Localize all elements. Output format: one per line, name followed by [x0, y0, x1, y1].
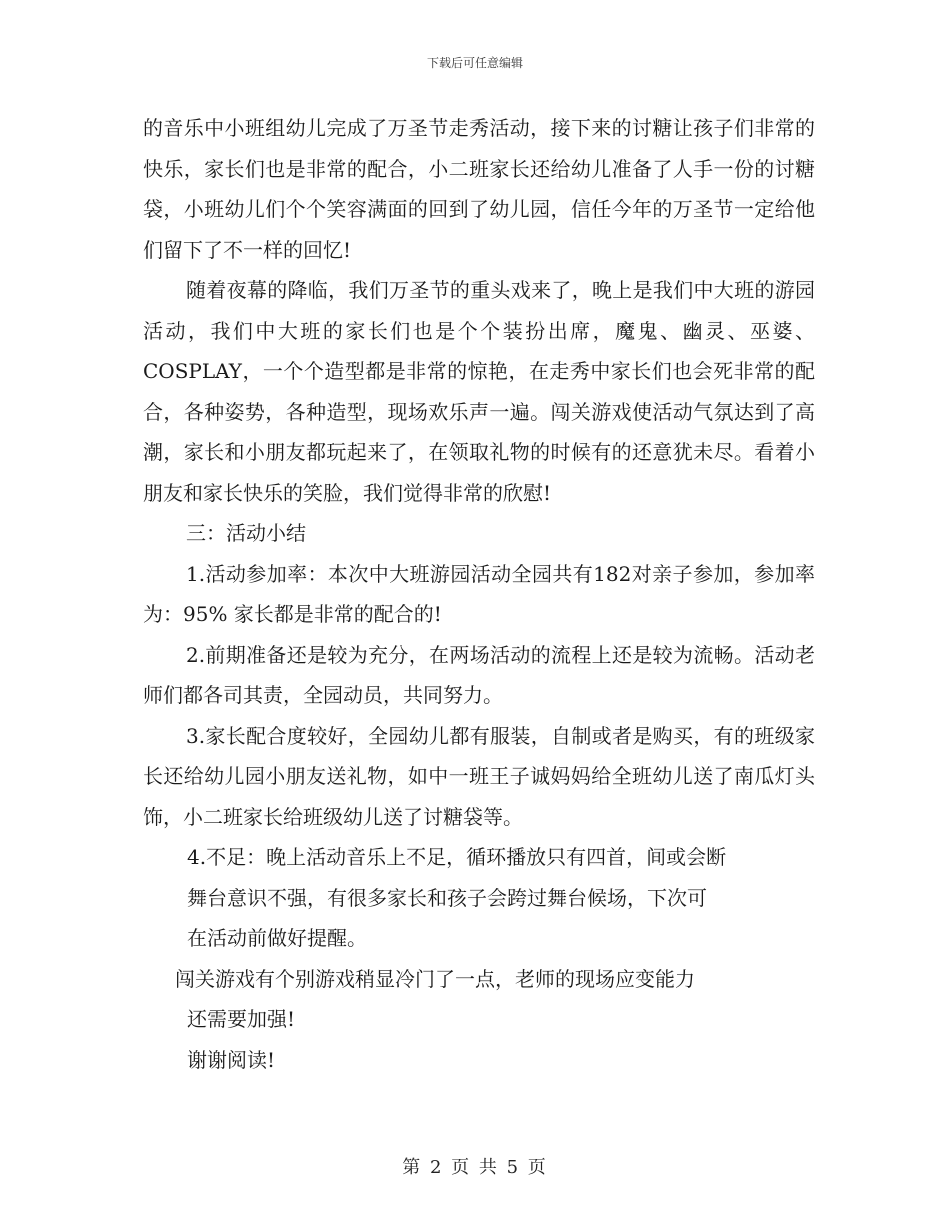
summary-item-4-line-3: 在活动前做好提醒。 — [187, 926, 367, 950]
paragraph-1: 的音乐中小班组幼儿完成了万圣节走秀活动，接下来的讨糖让孩子们非常的快乐，家长们也是非常的配合，小二班家长还给幼儿准备了人手一份的讨糖袋，小班幼儿们个个笑容满面的回到了幼儿园，信任今年的万圣节一定给他们留下了不一样的回忆! — [143, 116, 815, 262]
paragraph-2: 随着夜幕的降临，我们万圣节的重头戏来了，晚上是我们中大班的游园活动，我们中大班的家长们也是个个装扮出席，魔鬼、幽灵、巫婆、COSPLAY，一个个造型都是非常的惊艳，在走秀中家长们也会死非常的配合，各种姿势，各种造型，现场欢乐声一遍。闯关游戏使活动气氛达到了高潮，家长和小朋友都玩起来了，在领取礼物的时候有的还意犹未尽。看着小朋友和家长快乐的笑脸，我们觉得非常的欣慰! — [143, 278, 815, 505]
closing-text: 谢谢阅读! — [187, 1047, 276, 1072]
document-body — [143, 108, 815, 1080]
page-header: 下载后可任意编辑 — [426, 56, 523, 70]
section-title: 三：活动小结 — [186, 521, 306, 545]
summary-item-2: 2.前期准备还是较为充分，在两场活动的流程上还是较为流畅。活动老师们都各司其责，全园动员，共同努力。 — [143, 642, 815, 707]
summary-item-4-line-4: 闯关游戏有个别游戏稍显冷门了一点，老师的现场应变能力 — [175, 966, 695, 991]
summary-item-4-line-2: 舞台意识不强，有很多家长和孩子会跨过舞台候场，下次可 — [187, 885, 707, 910]
summary-item-4-line-5: 还需要加强! — [187, 1007, 296, 1031]
page-number: 第 2 页 共 5 页 — [402, 1157, 548, 1178]
summary-item-1: 1.活动参加率：本次中大班游园活动全园共有182对亲子参加，参加率为：95% 家长都是非常的配合的! — [143, 561, 815, 626]
summary-item-3: 3.家长配合度较好，全园幼儿都有服装，自制或者是购买，有的班级家长还给幼儿园小朋友送礼物，如中一班王子诚妈妈给全班幼儿送了南瓜灯头饰，小二班家长给班级幼儿送了讨糖袋等。 — [143, 723, 815, 829]
summary-item-4: 4.不足：晚上活动音乐上不足，循环播放只有四首，间或会断 — [187, 845, 727, 869]
